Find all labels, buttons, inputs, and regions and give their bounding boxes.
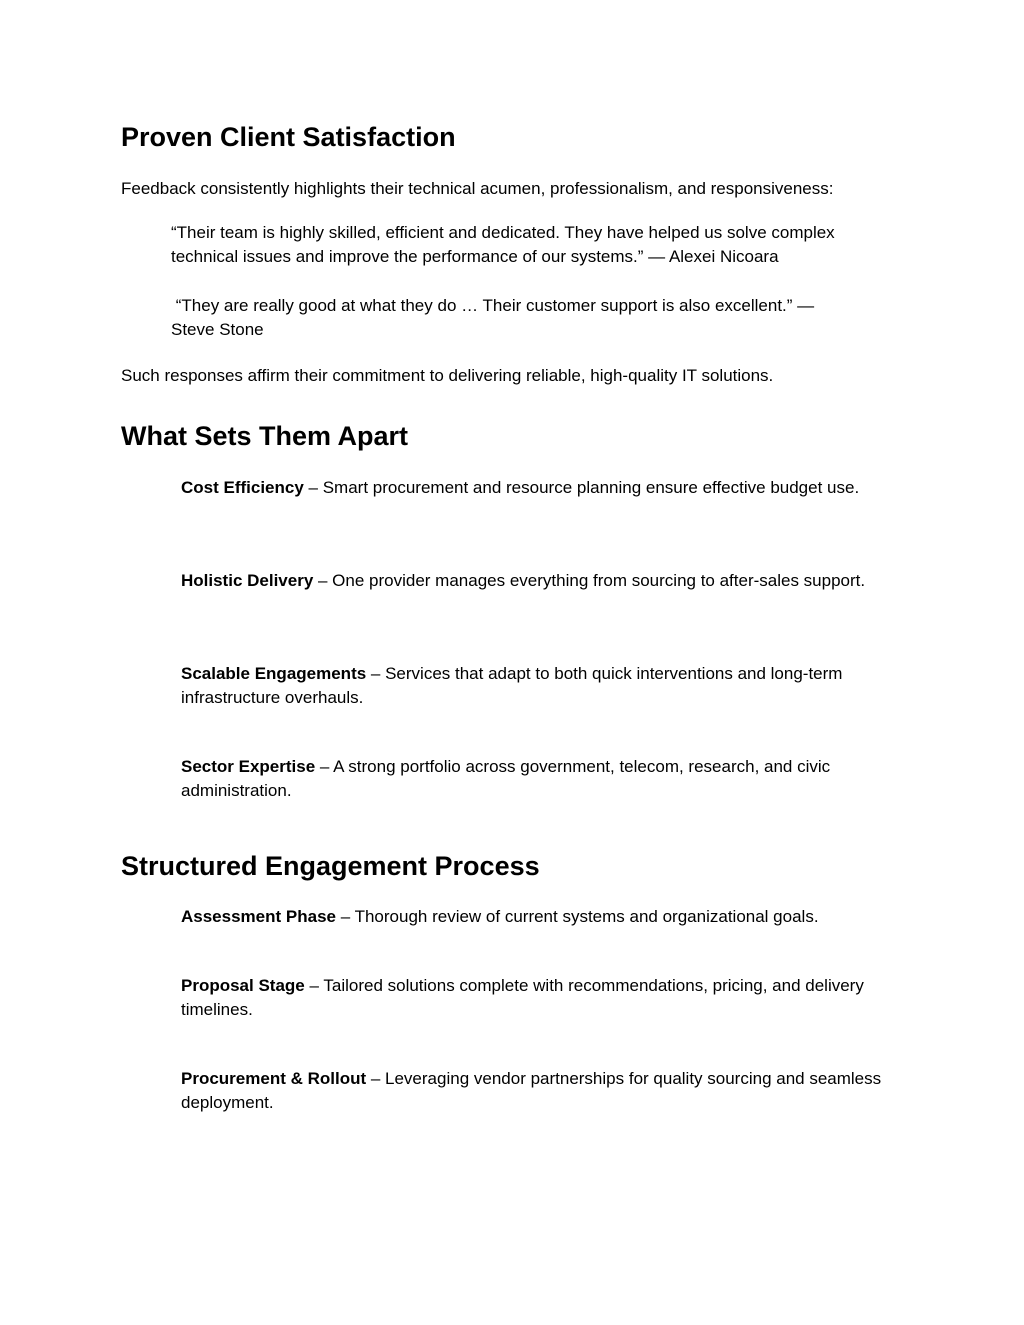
testimonial-quote: “They are really good at what they do … Their customer support is also excellent.” — Steve Stone — [171, 296, 819, 340]
item-description: – Leveraging vendor partnerships for quality sourcing and seamless deployment. — [181, 1069, 882, 1113]
item-term: Sector Expertise — [181, 757, 316, 776]
item-term: Assessment Phase — [181, 907, 336, 926]
item-description: – Services that adapt to both quick interventions and long-term infrastructure overhauls. — [181, 664, 843, 708]
item-description: – A strong portfolio across government, telecom, research, and civic administration. — [181, 757, 831, 801]
item-description: – Smart procurement and resource planning ensure effective budget use. — [303, 478, 860, 497]
item-description: – Tailored solutions complete with recommendations, pricing, and delivery timelines. — [181, 976, 864, 1020]
list-item — [181, 755, 906, 804]
list-item — [181, 569, 906, 593]
section-heading-client-satisfaction: Proven Client Satisfaction — [121, 122, 456, 152]
list-item — [181, 476, 906, 500]
section-heading-what-sets-them-apart: What Sets Them Apart — [121, 421, 409, 451]
section-heading-engagement-process: Structured Engagement Process — [121, 851, 540, 881]
item-description: – Thorough review of current systems and organizational goals. — [335, 907, 819, 926]
list-item — [181, 662, 906, 711]
item-term: Cost Efficiency — [181, 478, 304, 497]
testimonial-quote: “Their team is highly skilled, efficient and dedicated. They have helped us solve complex technical issues and improve the performance of our systems.” — Alexei Nicoara — [171, 223, 835, 267]
item-description: – One provider manages everything from sourcing to after-sales support. — [313, 571, 866, 590]
list-item — [181, 905, 906, 929]
item-term: Proposal Stage — [181, 976, 305, 995]
item-term: Scalable Engagements — [181, 664, 367, 683]
feedback-closing: Such responses affirm their commitment to delivering reliable, high-quality IT solutions. — [121, 366, 774, 385]
item-term: Holistic Delivery — [181, 571, 314, 590]
feedback-intro: Feedback consistently highlights their technical acumen, professionalism, and responsiveness: — [121, 179, 834, 198]
list-item — [181, 1067, 906, 1116]
item-term: Procurement & Rollout — [181, 1069, 367, 1088]
list-item — [181, 974, 906, 1023]
